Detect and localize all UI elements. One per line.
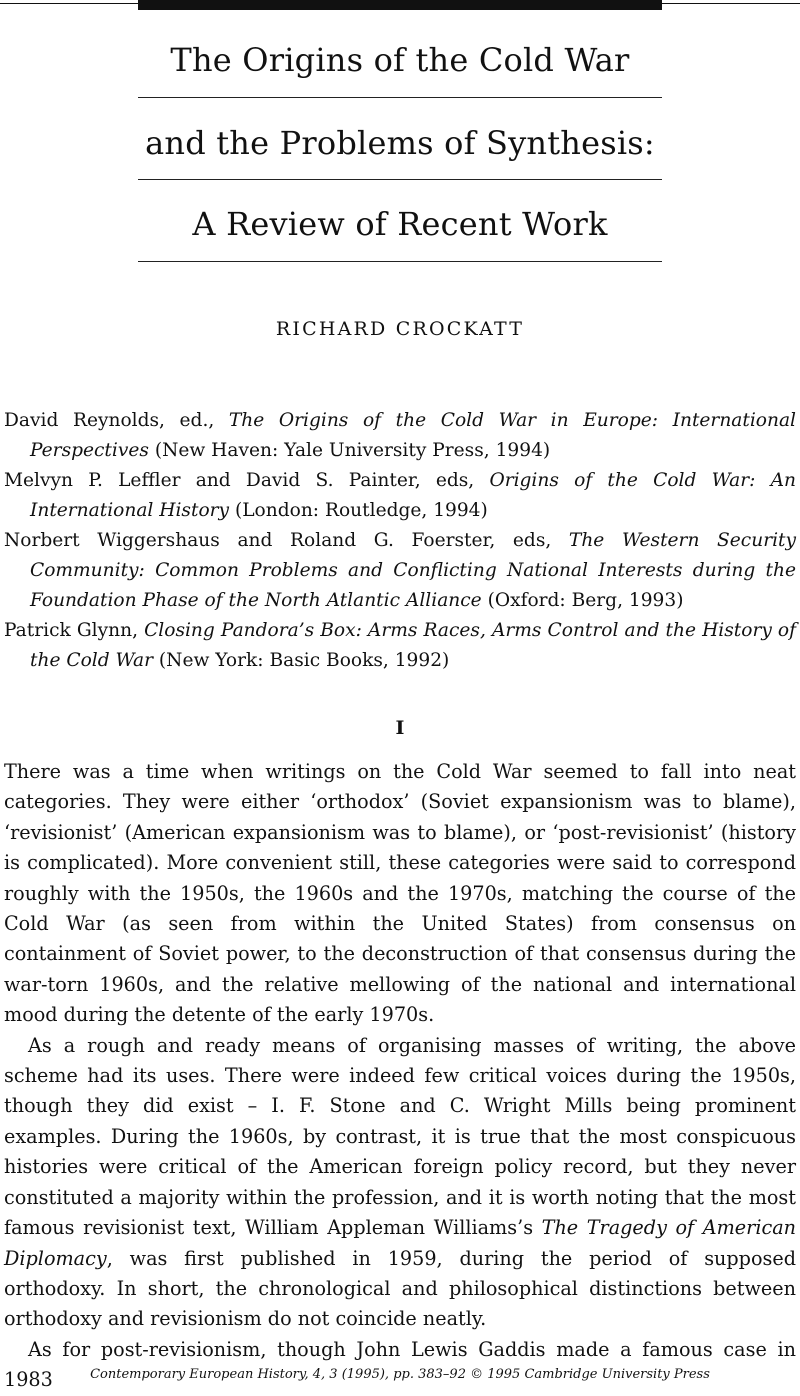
reference-item xyxy=(4,406,796,466)
reference-publication: (London: Routledge, 1994) xyxy=(229,500,488,521)
journal-name: Contemporary European History xyxy=(90,1367,305,1382)
reference-item xyxy=(4,466,796,526)
body-paragraph: As for post-revisionism, though John Lewis Gaddis made a famous case in 1983 xyxy=(4,1337,796,1392)
reviewed-works-list xyxy=(4,406,796,676)
reference-title: Origins of the Cold War: An International History xyxy=(30,470,796,521)
reference-title: Closing Pandora’s Box: Arms Races, Arms Control and the History of the Cold War xyxy=(30,620,797,671)
title-rule-3 xyxy=(138,261,662,262)
author-name: RICHARD CROCKATT xyxy=(275,318,525,340)
reference-publication: (Oxford: Berg, 1993) xyxy=(481,590,684,611)
reference-item xyxy=(4,616,796,676)
title-rule-2 xyxy=(138,179,662,180)
page-footer xyxy=(0,1367,800,1382)
paragraph-text: , was first published in 1959, during the period of supposed orthodoxy. In short, the chronological and philosophical distinctions between orthodoxy and revisionism do not coincide neatly. xyxy=(4,1246,796,1331)
body-paragraph xyxy=(4,1031,796,1335)
section-number: I xyxy=(395,717,405,739)
reference-publication: (New Haven: Yale University Press, 1994) xyxy=(148,440,551,461)
paragraph-text: As a rough and ready means of organising masses of writing, the above scheme had its uses. There were indeed few critical voices during the 1950s, though they did exist – I. F. Stone and C. Wright Mills being prominent examples. During the 1960s, by contrast, it is true that the most conspicuous histories were critical of the American foreign policy record, but they never constituted a majority within the profession, and it is worth noting that the most famous revisionist text, William Appleman Williams’s xyxy=(4,1033,796,1240)
reference-authors: Patrick Glynn, xyxy=(4,620,145,641)
reference-authors: Norbert Wiggershaus and Roland G. Foerster, eds, xyxy=(4,530,569,551)
top-thick-rule xyxy=(138,0,662,10)
body-paragraph: There was a time when writings on the Cold War seemed to fall into neat categories. They were either ‘orthodox’ (Soviet expansionism was to blame), ‘revisionist’ (American expansionism was to blame), or ‘post-revisionist’ (history is complicated). More convenient still, these categories were said to correspond roughly with the 1950s, the 1960s and the 1970s, matching the course of the Cold War (as seen from within the United States) from consensus on containment of Soviet power, to the deconstruction of that consensus during the war-torn 1960s, and the relative mellowing of the national and international mood during the detente of the early 1970s. xyxy=(4,760,796,1027)
article-title-line-3: A Review of Recent Work xyxy=(192,205,608,243)
reference-title: The Western Security Community: Common Problems and Conflicting National Interests during the Foundation Phase of the North Atlantic Alliance xyxy=(30,530,797,611)
reference-item xyxy=(4,526,796,616)
cited-book-title: The Tragedy of American Diplomacy xyxy=(4,1216,796,1270)
article-title-line-2: and the Problems of Synthesis: xyxy=(145,124,655,162)
title-rule-1 xyxy=(138,97,662,98)
reference-authors: Melvyn P. Leffler and David S. Painter, eds, xyxy=(4,470,490,491)
article-body xyxy=(4,757,796,1396)
reference-authors: David Reynolds, ed., xyxy=(4,410,229,431)
reference-title: The Origins of the Cold War in Europe: International Perspectives xyxy=(30,410,796,461)
reference-publication: (New York: Basic Books, 1992) xyxy=(153,650,450,671)
citation-details: , 4, 3 (1995), pp. 383–92 © 1995 Cambridge University Press xyxy=(304,1367,710,1382)
article-title-line-1: The Origins of the Cold War xyxy=(170,41,630,79)
